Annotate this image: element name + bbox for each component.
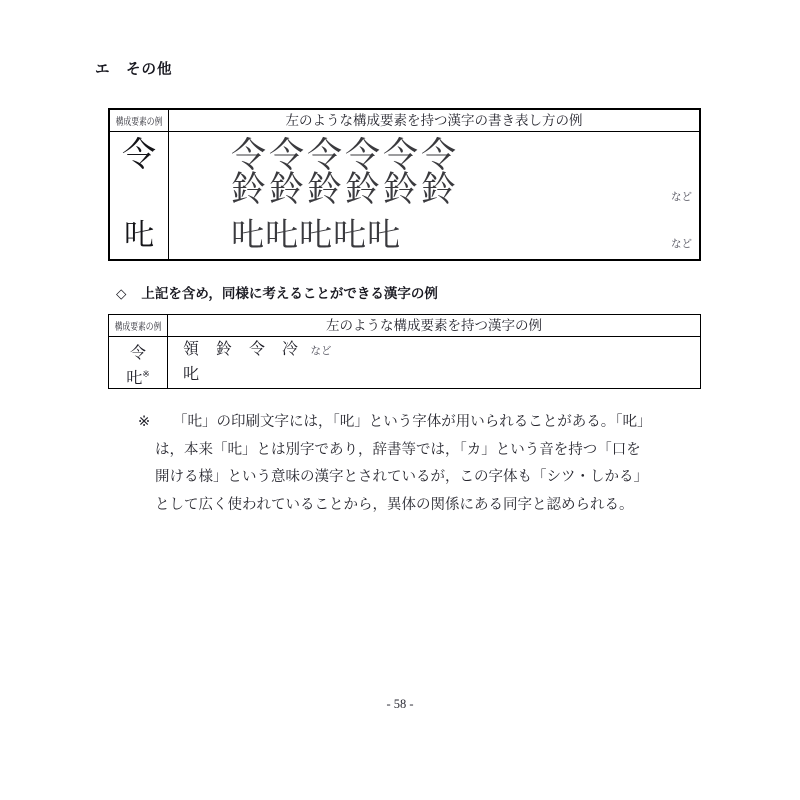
subsection-heading-text: 上記を含め，同様に考えることができる漢字の例	[141, 286, 438, 301]
example-kanji-list: 領 鈴 令 冷	[183, 341, 299, 358]
similar-kanji-table	[108, 314, 701, 389]
table1-header-left-cell	[110, 110, 169, 131]
table2-body	[109, 337, 700, 388]
table2-header-row	[109, 315, 700, 337]
footnote-line: 「𠮟」の印刷文字には，「叱」という字体が用いられることがある。「叱」	[173, 414, 652, 430]
footnote	[138, 409, 683, 519]
section-label: エ その他	[95, 62, 173, 78]
reference-mark: ※	[142, 369, 150, 379]
etc-label: など	[671, 192, 692, 203]
table1-body	[110, 132, 699, 259]
table2-header-right-label: 左のような構成要素を持つ漢字の例	[326, 318, 542, 333]
footnote-text	[155, 409, 683, 519]
table2-element-rei	[109, 337, 167, 362]
handwritten-suzu-variants: 鈴鈴鈴鈴鈴鈴	[231, 170, 460, 209]
example-kanji-list: 叱	[183, 366, 200, 383]
diamond-icon: ◇	[116, 286, 127, 301]
footnote-line: は，本来「𠮟」とは別字であり，辞書等では，「カ」という音を持つ「口を	[155, 441, 641, 458]
table1-examples-column	[169, 132, 699, 259]
handwritten-shitsu-variants: 𠮟𠮟𠮟𠮟𠮟	[231, 218, 401, 254]
table2-element-rei-char: 令	[129, 345, 146, 362]
footnote-line: として広く使われていることから，異体の関係にある同字と認められる。	[155, 496, 634, 513]
table2-examples-column	[168, 337, 700, 388]
table1-element-column	[110, 132, 169, 259]
table2-examples-shitsu	[183, 362, 700, 387]
table2-element-shitsu-char: 𠮟	[126, 370, 143, 387]
handwritten-rei-variants: 令令令令令令	[231, 136, 460, 175]
table1-header-left-label: 構成要素の例	[115, 117, 163, 128]
table2-examples-rei	[183, 337, 700, 362]
page-number: - 58 -	[386, 697, 414, 711]
subsection-heading	[116, 282, 438, 302]
table2-header-left-label: 構成要素の例	[114, 322, 162, 333]
etc-label: など	[671, 239, 692, 250]
etc-label: など	[310, 346, 332, 357]
table2-element-shitsu	[109, 362, 167, 387]
table1-element-shitsu: 𠮟	[124, 219, 154, 252]
table2-element-column	[109, 337, 168, 388]
table1-element-rei: 令	[122, 136, 156, 174]
table1-header-row	[110, 110, 699, 132]
table2-header-left-cell	[109, 315, 168, 336]
table1-header-right-label: 左のような構成要素を持つ漢字の書き表し方の例	[285, 113, 583, 128]
writing-examples-table	[108, 108, 701, 261]
footnote-line: 開ける様」という意味の漢字とされているが，この字体も「シツ・しかる」	[155, 469, 648, 485]
footnote-marker: ※	[138, 414, 151, 430]
